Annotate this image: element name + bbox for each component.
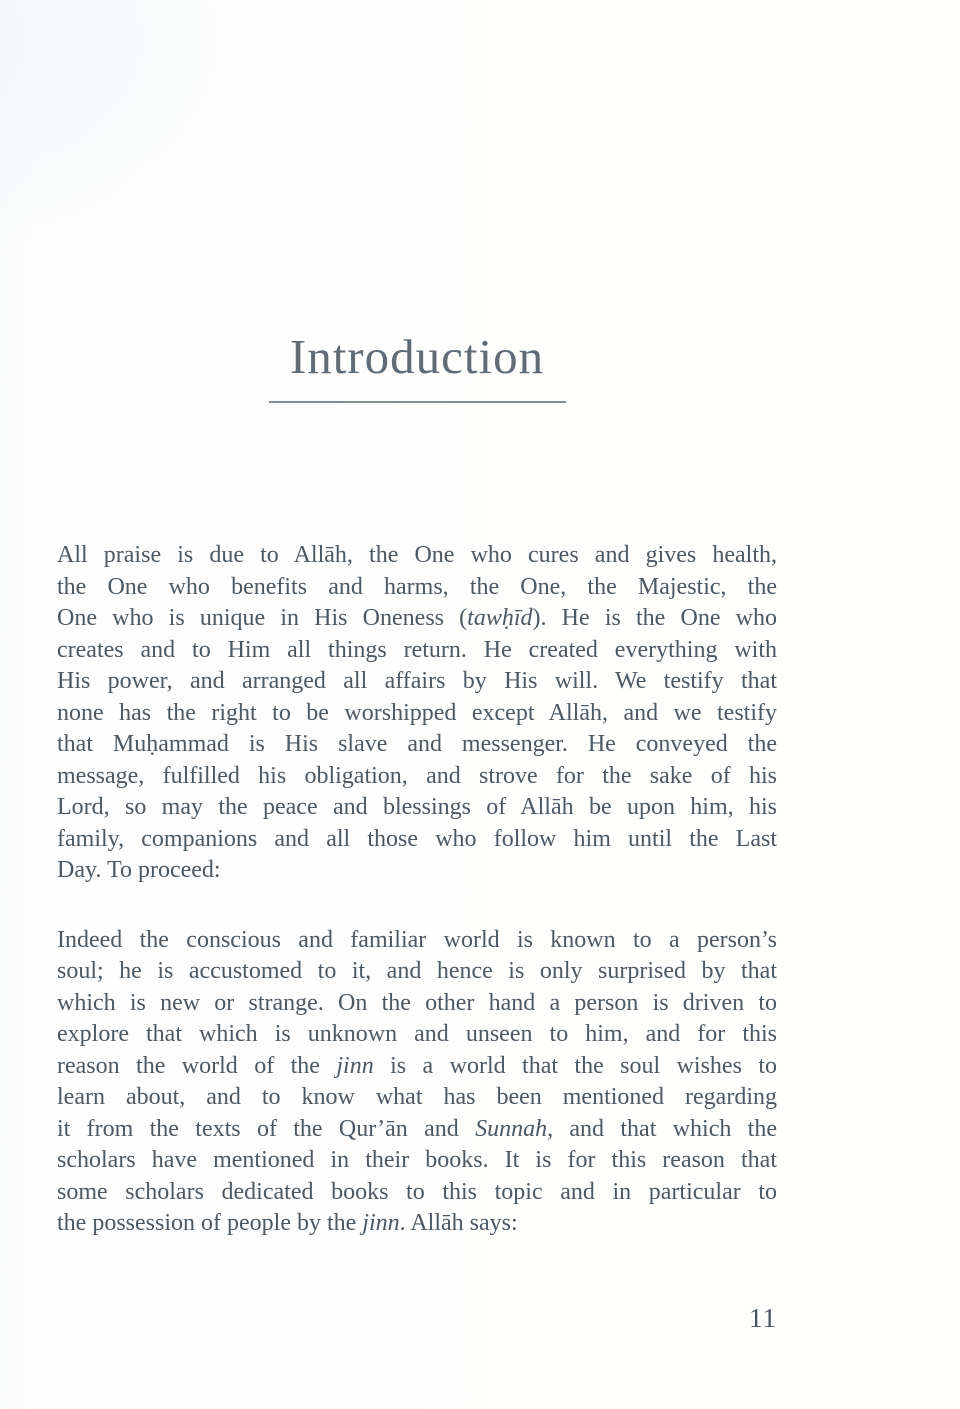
text-line: learn about, and to know what has been mentioned regarding bbox=[57, 1084, 777, 1110]
text-line: it from the texts of the Qur’ān and Sunnah, and that which the bbox=[57, 1115, 777, 1142]
text-line: Lord, so may the peace and blessings of Allāh be upon him, his bbox=[57, 794, 777, 820]
text-line: scholars have mentioned in their books. It is for this reason that bbox=[57, 1147, 777, 1173]
chapter-header bbox=[57, 326, 777, 403]
text-line: One who is unique in His Oneness (tawḥīd). He is the One who bbox=[57, 605, 777, 631]
text-line: All praise is due to Allāh, the One who cures and gives health, bbox=[57, 542, 777, 568]
text-line: family, companions and all those who follow him until the Last bbox=[57, 825, 777, 852]
text-line: His power, and arranged all affairs by His will. We testify that bbox=[57, 668, 777, 694]
text-line: Day. To proceed: bbox=[57, 857, 221, 883]
text-line: some scholars dedicated books to this topic and in particular to bbox=[57, 1178, 777, 1205]
paragraph-opening-praise bbox=[57, 540, 777, 887]
text-line: the One who benefits and harms, the One, the Majestic, the bbox=[57, 573, 777, 600]
text-line: the possession of people by the jinn. Allāh says: bbox=[57, 1210, 518, 1236]
text-line: explore that which is unknown and unseen to him, and for this bbox=[57, 1021, 777, 1047]
text-line: reason the world of the jinn is a world that the soul wishes to bbox=[57, 1052, 778, 1079]
text-line: soul; he is accustomed to it, and hence is only surprised by that bbox=[57, 958, 777, 984]
chapter-title: Introduction bbox=[289, 329, 545, 384]
page-number: 11 bbox=[749, 1303, 777, 1333]
page-footer bbox=[57, 1303, 777, 1334]
title-underline bbox=[269, 401, 566, 403]
text-line: Indeed the conscious and familiar world is known to a person’s bbox=[57, 926, 777, 953]
paragraph-jinn-world bbox=[57, 925, 777, 1240]
text-line: none has the right to be worshipped except Allāh, and we testify bbox=[57, 699, 777, 726]
text-line: creates and to Him all things return. He created everything with bbox=[57, 636, 777, 663]
body-text bbox=[57, 540, 777, 1240]
text-line: message, fulfilled his obligation, and strove for the sake of his bbox=[57, 762, 777, 789]
text-line: that Muḥammad is His slave and messenger. He conveyed the bbox=[57, 731, 777, 757]
text-line: which is new or strange. On the other hand a person is driven to bbox=[57, 989, 777, 1016]
